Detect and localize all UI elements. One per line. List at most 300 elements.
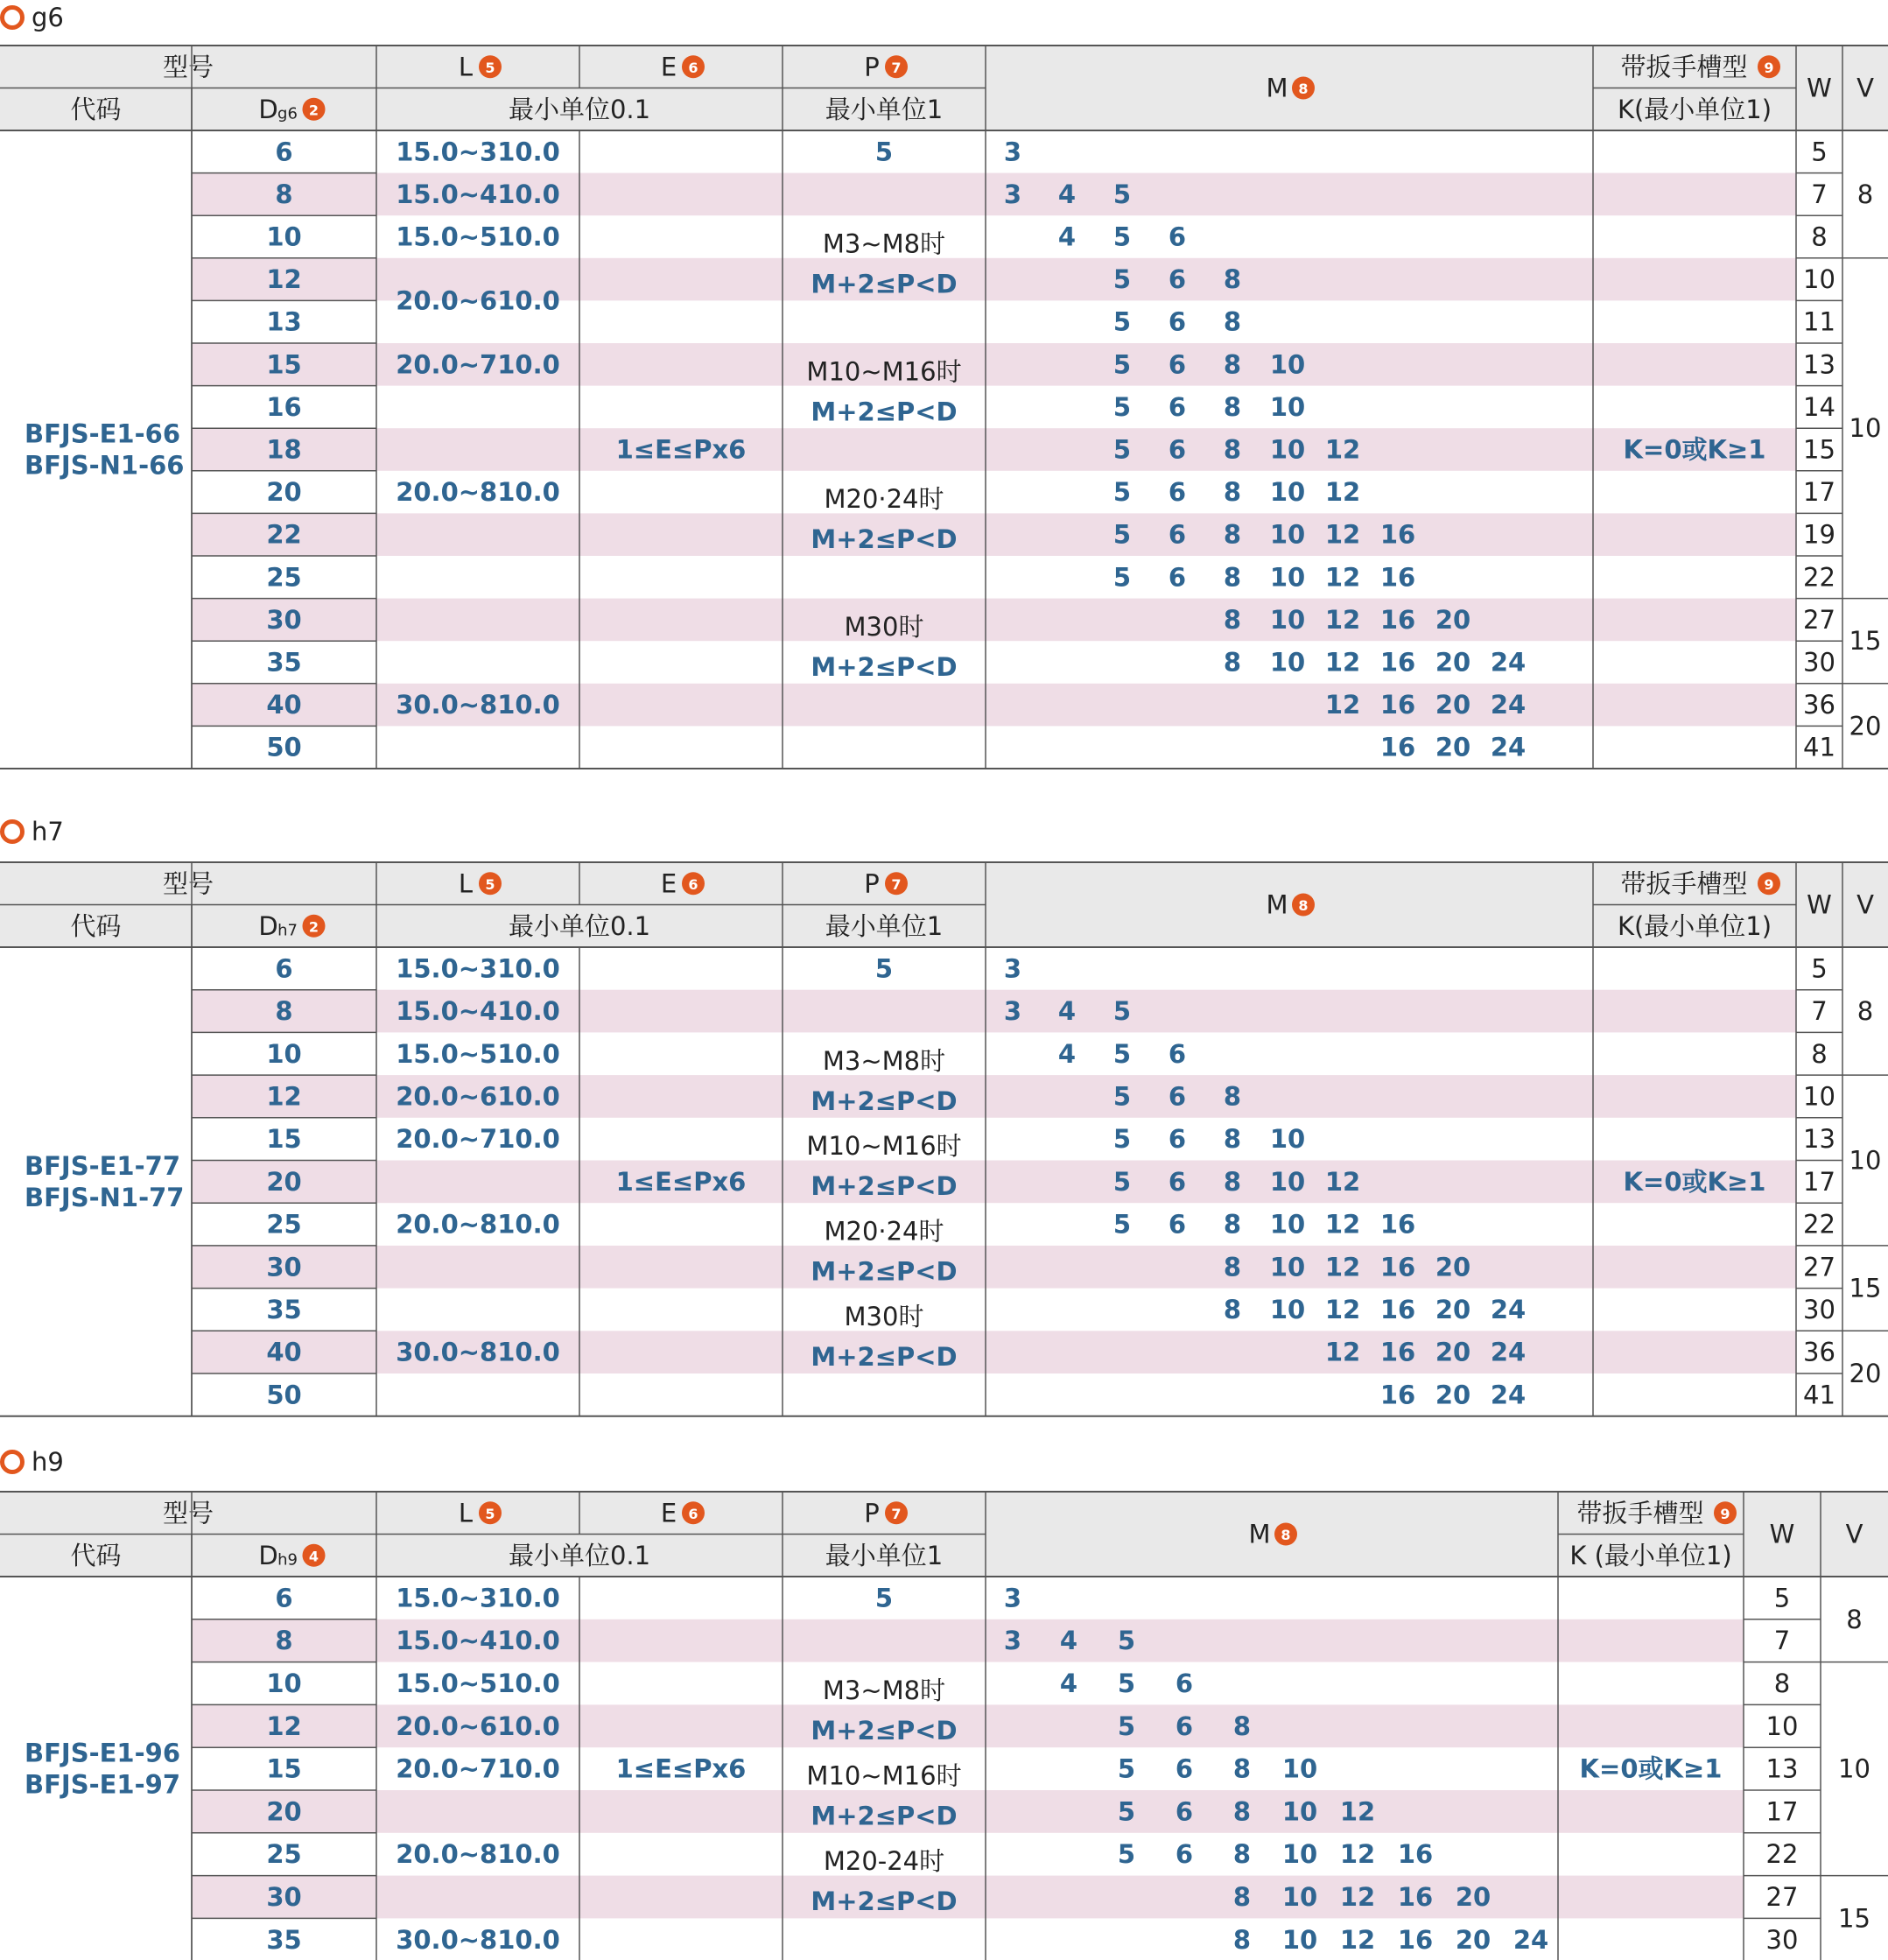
e-range-value: 1≤E≤Px6 xyxy=(615,434,747,465)
p-condition: M20·24时 xyxy=(824,1216,944,1247)
thread-m-value: 20 xyxy=(1435,732,1471,762)
thread-m-value: 16 xyxy=(1379,562,1416,593)
l-range-value: 20.0~610.0 xyxy=(396,1711,560,1741)
number-badge-label: 8 xyxy=(1298,897,1309,914)
p-condition: M20·24时 xyxy=(824,484,944,515)
w-value: 22 xyxy=(1765,1839,1799,1870)
l-range-value: 15.0~410.0 xyxy=(396,1626,560,1656)
v-value: 10 xyxy=(1838,1753,1870,1784)
model-code: BFJS-E1-96 xyxy=(25,1738,181,1768)
p-formula: M+2≤P<D xyxy=(811,1716,958,1746)
number-badge-label: 9 xyxy=(1764,59,1774,76)
section-label: g6 xyxy=(32,3,64,32)
diameter-value: 35 xyxy=(266,1294,302,1324)
number-badge-label: 5 xyxy=(485,59,495,76)
thread-m-value: 10 xyxy=(1281,1882,1318,1912)
l-range-value: 20.0~810.0 xyxy=(396,1839,560,1870)
thread-m-value: 12 xyxy=(1324,434,1361,465)
p-formula: M+2≤P<D xyxy=(811,1256,958,1287)
v-value: 8 xyxy=(1846,1604,1863,1634)
l-range-value: 15.0~410.0 xyxy=(396,179,560,209)
header-w: W xyxy=(1769,1519,1795,1549)
thread-m-value: 5 xyxy=(1112,391,1132,422)
diameter-value: 12 xyxy=(266,1081,302,1112)
section-label: h7 xyxy=(32,817,64,847)
number-badge-label: 7 xyxy=(891,875,902,893)
number-badge-label: 2 xyxy=(308,102,319,119)
thread-m-value: 8 xyxy=(1232,1711,1252,1741)
p-formula: M+2≤P<D xyxy=(811,397,958,427)
diameter-value: 8 xyxy=(275,179,293,209)
w-value: 8 xyxy=(1811,221,1828,252)
thread-m-value: 4 xyxy=(1057,996,1077,1027)
thread-m-value: 24 xyxy=(1490,732,1527,762)
l-range-value: 20.0~710.0 xyxy=(396,1753,560,1784)
thread-m-value: 12 xyxy=(1324,1252,1361,1282)
thread-m-value: 3 xyxy=(1003,953,1022,984)
v-value: 15 xyxy=(1849,626,1882,657)
diameter-value: 6 xyxy=(275,137,293,167)
thread-m-value: 10 xyxy=(1269,647,1306,678)
thread-m-value: 6 xyxy=(1168,477,1187,508)
thread-m-value: 8 xyxy=(1232,1796,1252,1827)
header-e: E xyxy=(660,868,677,899)
thread-m-value: 6 xyxy=(1168,562,1187,593)
row-stripe xyxy=(192,1161,1796,1204)
w-value: 41 xyxy=(1803,1380,1835,1410)
thread-m-value: 10 xyxy=(1269,1294,1306,1324)
w-value: 13 xyxy=(1803,1124,1835,1155)
k-value: K=0或K≥1 xyxy=(1579,1753,1723,1784)
row-stripe xyxy=(192,599,1796,642)
header-m: M xyxy=(1248,1519,1271,1549)
p-formula: M+2≤P<D xyxy=(811,1171,958,1202)
thread-m-value: 20 xyxy=(1435,1252,1471,1282)
thread-m-value: 5 xyxy=(1117,1796,1136,1827)
p-condition: M3~M8时 xyxy=(822,1675,946,1705)
thread-m-value: 5 xyxy=(1112,349,1132,380)
thread-m-value: 24 xyxy=(1490,690,1527,720)
thread-m-value: 5 xyxy=(1112,1124,1132,1155)
w-value: 13 xyxy=(1803,349,1835,380)
header-m: M xyxy=(1266,73,1288,103)
l-range-value: 15.0~510.0 xyxy=(396,1668,560,1698)
header-k: 带扳手槽型 xyxy=(1620,868,1748,899)
thread-m-value: 8 xyxy=(1223,306,1242,337)
thread-m-value: 10 xyxy=(1269,1166,1306,1197)
w-value: 7 xyxy=(1811,996,1828,1027)
w-value: 7 xyxy=(1773,1626,1791,1656)
v-value: 15 xyxy=(1849,1273,1882,1303)
diameter-value: 13 xyxy=(266,306,302,337)
thread-m-value: 8 xyxy=(1223,647,1242,678)
l-range-value: 20.0~610.0 xyxy=(396,285,560,316)
thread-m-value: 24 xyxy=(1490,647,1527,678)
thread-m-value: 6 xyxy=(1175,1839,1194,1870)
thread-m-value: 8 xyxy=(1223,1124,1242,1155)
diameter-value: 10 xyxy=(266,221,302,252)
thread-m-value: 12 xyxy=(1339,1796,1376,1827)
thread-m-value: 8 xyxy=(1232,1839,1252,1870)
v-value: 10 xyxy=(1849,413,1882,444)
thread-m-value: 5 xyxy=(1112,1038,1132,1069)
w-value: 27 xyxy=(1803,1252,1835,1282)
thread-m-value: 8 xyxy=(1223,1294,1242,1324)
p-condition: M10~M16时 xyxy=(806,1131,962,1162)
w-value: 10 xyxy=(1803,264,1835,295)
diameter-value: 35 xyxy=(266,1924,302,1955)
thread-m-value: 8 xyxy=(1223,349,1242,380)
header-d-tolerance: h9 xyxy=(277,1550,298,1570)
w-value: 14 xyxy=(1803,391,1835,422)
row-stripe xyxy=(192,1876,1744,1919)
k-value: K=0或K≥1 xyxy=(1623,434,1766,465)
e-range-value: 1≤E≤Px6 xyxy=(615,1753,747,1784)
thread-m-value: 5 xyxy=(1112,1166,1132,1197)
thread-m-value: 5 xyxy=(1117,1711,1136,1741)
model-code: BFJS-E1-66 xyxy=(25,418,181,449)
header-k-unit: K(最小单位1) xyxy=(1617,94,1772,124)
thread-m-value: 5 xyxy=(1112,1209,1132,1240)
p-value: 5 xyxy=(874,137,894,167)
header-le-unit: 最小单位0.1 xyxy=(508,94,651,124)
number-badge-label: 4 xyxy=(308,1548,319,1565)
l-range-value: 15.0~310.0 xyxy=(396,1583,560,1613)
diameter-value: 25 xyxy=(266,562,302,593)
p-formula: M+2≤P<D xyxy=(811,1886,958,1917)
thread-m-value: 8 xyxy=(1232,1882,1252,1912)
header-p-unit: 最小单位1 xyxy=(825,910,944,941)
diameter-value: 6 xyxy=(275,953,293,984)
header-model: 型号 xyxy=(162,868,214,899)
diameter-value: 15 xyxy=(266,1124,302,1155)
thread-m-value: 6 xyxy=(1168,1124,1187,1155)
thread-m-value: 8 xyxy=(1223,1252,1242,1282)
header-v: V xyxy=(1856,889,1874,920)
thread-m-value: 8 xyxy=(1223,391,1242,422)
thread-m-value: 24 xyxy=(1490,1294,1527,1324)
thread-m-value: 5 xyxy=(1112,562,1132,593)
l-range-value: 15.0~310.0 xyxy=(396,137,560,167)
p-value: 5 xyxy=(874,953,894,984)
diameter-value: 18 xyxy=(266,434,302,465)
k-value: K=0或K≥1 xyxy=(1623,1166,1766,1197)
row-stripe xyxy=(192,428,1796,471)
header-code: 代码 xyxy=(70,1540,122,1570)
diameter-value: 50 xyxy=(266,732,302,762)
header-p: P xyxy=(864,52,880,82)
thread-m-value: 4 xyxy=(1057,221,1077,252)
diameter-value: 10 xyxy=(266,1668,302,1698)
thread-m-value: 12 xyxy=(1339,1839,1376,1870)
thread-m-value: 16 xyxy=(1379,647,1416,678)
header-le-unit: 最小单位0.1 xyxy=(508,1540,651,1570)
header-d: D xyxy=(258,1540,278,1570)
number-badge-label: 2 xyxy=(308,918,319,936)
thread-m-value: 16 xyxy=(1397,1882,1434,1912)
p-formula: M+2≤P<D xyxy=(811,524,958,555)
l-range-value: 20.0~710.0 xyxy=(396,349,560,380)
thread-m-value: 20 xyxy=(1435,647,1471,678)
l-range-value: 15.0~510.0 xyxy=(396,1038,560,1069)
diameter-value: 20 xyxy=(266,1796,302,1827)
p-condition: M10~M16时 xyxy=(806,1760,962,1791)
w-value: 19 xyxy=(1803,519,1835,550)
thread-m-value: 6 xyxy=(1168,1038,1187,1069)
number-badge-label: 5 xyxy=(485,1505,495,1522)
header-w: W xyxy=(1807,889,1832,920)
thread-m-value: 20 xyxy=(1435,1294,1471,1324)
number-badge-label: 8 xyxy=(1281,1527,1291,1543)
p-condition: M3~M8时 xyxy=(822,1045,946,1076)
thread-m-value: 5 xyxy=(1112,221,1132,252)
thread-m-value: 8 xyxy=(1223,1166,1242,1197)
number-badge-label: 6 xyxy=(688,875,698,893)
thread-m-value: 8 xyxy=(1223,264,1242,295)
thread-m-value: 24 xyxy=(1513,1924,1549,1955)
thread-m-value: 12 xyxy=(1324,519,1361,550)
w-value: 17 xyxy=(1803,1166,1835,1197)
thread-m-value: 8 xyxy=(1223,477,1242,508)
thread-m-value: 16 xyxy=(1379,1209,1416,1240)
thread-m-value: 10 xyxy=(1269,477,1306,508)
header-k-unit: K (最小单位1) xyxy=(1569,1540,1732,1570)
thread-m-value: 10 xyxy=(1269,519,1306,550)
diameter-value: 8 xyxy=(275,996,293,1027)
diameter-value: 40 xyxy=(266,1337,302,1367)
w-value: 36 xyxy=(1803,690,1835,720)
l-range-value: 15.0~510.0 xyxy=(396,221,560,252)
thread-m-value: 16 xyxy=(1379,604,1416,635)
thread-m-value: 6 xyxy=(1175,1711,1194,1741)
diameter-value: 20 xyxy=(266,1166,302,1197)
thread-m-value: 5 xyxy=(1112,264,1132,295)
thread-m-value: 10 xyxy=(1281,1924,1318,1955)
header-l: L xyxy=(458,1498,474,1528)
l-range-value: 20.0~810.0 xyxy=(396,1209,560,1240)
v-value: 10 xyxy=(1849,1145,1882,1176)
header-model: 型号 xyxy=(162,52,214,82)
number-badge-label: 7 xyxy=(891,59,902,76)
thread-m-value: 8 xyxy=(1223,604,1242,635)
l-range-value: 30.0~810.0 xyxy=(396,1924,560,1955)
section-label: h9 xyxy=(32,1447,64,1477)
header-l: L xyxy=(458,868,474,899)
number-badge-label: 7 xyxy=(891,1505,902,1522)
thread-m-value: 20 xyxy=(1455,1882,1491,1912)
l-range-value: 20.0~710.0 xyxy=(396,1124,560,1155)
thread-m-value: 3 xyxy=(1003,1626,1022,1656)
header-p-unit: 最小单位1 xyxy=(825,94,944,124)
diameter-value: 25 xyxy=(266,1209,302,1240)
thread-m-value: 6 xyxy=(1175,1753,1194,1784)
w-value: 5 xyxy=(1811,137,1828,167)
e-range-value: 1≤E≤Px6 xyxy=(615,1166,747,1197)
thread-m-value: 5 xyxy=(1112,434,1132,465)
w-value: 30 xyxy=(1765,1924,1799,1955)
header-d-tolerance: h7 xyxy=(277,921,298,940)
number-badge-label: 9 xyxy=(1720,1505,1730,1522)
v-value: 8 xyxy=(1856,996,1874,1027)
diameter-value: 30 xyxy=(266,604,302,635)
thread-m-value: 10 xyxy=(1269,1124,1306,1155)
l-range-value: 15.0~310.0 xyxy=(396,953,560,984)
header-d: D xyxy=(258,910,278,941)
header-model: 型号 xyxy=(162,1498,214,1528)
thread-m-value: 12 xyxy=(1324,647,1361,678)
thread-m-value: 12 xyxy=(1324,690,1361,720)
header-d-tolerance: g6 xyxy=(277,104,298,123)
diameter-value: 8 xyxy=(275,1626,293,1656)
thread-m-value: 5 xyxy=(1117,1626,1136,1656)
thread-m-value: 10 xyxy=(1281,1796,1318,1827)
thread-m-value: 3 xyxy=(1003,1583,1022,1613)
thread-m-value: 6 xyxy=(1175,1796,1194,1827)
thread-m-value: 5 xyxy=(1112,996,1132,1027)
thread-m-value: 8 xyxy=(1223,434,1242,465)
header-k: 带扳手槽型 xyxy=(1620,52,1748,82)
thread-m-value: 12 xyxy=(1324,1337,1361,1367)
thread-m-value: 10 xyxy=(1281,1839,1318,1870)
thread-m-value: 12 xyxy=(1324,604,1361,635)
thread-m-value: 8 xyxy=(1223,1209,1242,1240)
p-formula: M+2≤P<D xyxy=(811,1085,958,1116)
thread-m-value: 10 xyxy=(1269,562,1306,593)
thread-m-value: 6 xyxy=(1168,264,1187,295)
thread-m-value: 5 xyxy=(1112,179,1132,209)
model-code: BFJS-N1-66 xyxy=(25,450,185,481)
w-value: 36 xyxy=(1803,1337,1835,1367)
thread-m-value: 16 xyxy=(1397,1924,1434,1955)
number-badge-label: 5 xyxy=(485,875,495,893)
w-value: 22 xyxy=(1803,1209,1835,1240)
thread-m-value: 20 xyxy=(1435,604,1471,635)
p-condition: M10~M16时 xyxy=(806,356,962,387)
thread-m-value: 16 xyxy=(1379,1337,1416,1367)
thread-m-value: 16 xyxy=(1379,732,1416,762)
header-l: L xyxy=(458,52,474,82)
thread-m-value: 16 xyxy=(1379,519,1416,550)
header-k-unit: K(最小单位1) xyxy=(1617,910,1772,941)
header-code: 代码 xyxy=(70,910,122,941)
thread-m-value: 6 xyxy=(1168,221,1187,252)
diameter-value: 20 xyxy=(266,477,302,508)
p-formula: M+2≤P<D xyxy=(811,269,958,299)
p-formula: M+2≤P<D xyxy=(811,1801,958,1831)
header-v: V xyxy=(1845,1519,1863,1549)
w-value: 10 xyxy=(1803,1081,1835,1112)
l-range-value: 30.0~810.0 xyxy=(396,690,560,720)
number-badge-label: 6 xyxy=(688,59,698,76)
v-value: 8 xyxy=(1856,179,1874,209)
w-value: 8 xyxy=(1811,1038,1828,1069)
w-value: 41 xyxy=(1803,732,1835,762)
p-condition: M3~M8时 xyxy=(822,228,946,259)
thread-m-value: 8 xyxy=(1223,519,1242,550)
model-code: BFJS-E1-97 xyxy=(25,1769,181,1800)
header-le-unit: 最小单位0.1 xyxy=(508,910,651,941)
thread-m-value: 3 xyxy=(1003,179,1022,209)
diameter-value: 35 xyxy=(266,647,302,678)
model-code: BFJS-E1-77 xyxy=(25,1150,181,1181)
thread-m-value: 10 xyxy=(1281,1753,1318,1784)
diameter-value: 30 xyxy=(266,1252,302,1282)
diameter-value: 6 xyxy=(275,1583,293,1613)
number-badge-label: 6 xyxy=(688,1505,698,1522)
p-condition: M20-24时 xyxy=(823,1846,945,1877)
diameter-value: 15 xyxy=(266,1753,302,1784)
header-p: P xyxy=(864,868,880,899)
thread-m-value: 6 xyxy=(1168,434,1187,465)
row-stripe xyxy=(192,513,1796,556)
thread-m-value: 20 xyxy=(1435,1380,1471,1410)
row-stripe xyxy=(192,1246,1796,1289)
w-value: 17 xyxy=(1765,1796,1799,1827)
thread-m-value: 12 xyxy=(1339,1882,1376,1912)
thread-m-value: 6 xyxy=(1175,1668,1194,1698)
thread-m-value: 4 xyxy=(1057,179,1077,209)
thread-m-value: 16 xyxy=(1379,690,1416,720)
thread-m-value: 8 xyxy=(1232,1753,1252,1784)
w-value: 5 xyxy=(1811,953,1828,984)
header-d: D xyxy=(258,94,278,124)
thread-m-value: 12 xyxy=(1324,477,1361,508)
thread-m-value: 12 xyxy=(1324,1209,1361,1240)
thread-m-value: 8 xyxy=(1223,1081,1242,1112)
diameter-value: 10 xyxy=(266,1038,302,1069)
w-value: 10 xyxy=(1765,1711,1799,1741)
w-value: 17 xyxy=(1803,477,1835,508)
diameter-value: 40 xyxy=(266,690,302,720)
thread-m-value: 5 xyxy=(1117,1668,1136,1698)
thread-m-value: 16 xyxy=(1379,1380,1416,1410)
thread-m-value: 10 xyxy=(1269,434,1306,465)
thread-m-value: 3 xyxy=(1003,996,1022,1027)
thread-m-value: 16 xyxy=(1379,1252,1416,1282)
number-badge-label: 8 xyxy=(1298,81,1309,97)
thread-m-value: 20 xyxy=(1435,1337,1471,1367)
diameter-value: 50 xyxy=(266,1380,302,1410)
w-value: 11 xyxy=(1803,306,1835,337)
header-code: 代码 xyxy=(70,94,122,124)
diameter-value: 22 xyxy=(266,519,302,550)
thread-m-value: 5 xyxy=(1112,306,1132,337)
thread-m-value: 24 xyxy=(1490,1380,1527,1410)
diameter-value: 25 xyxy=(266,1839,302,1870)
header-v: V xyxy=(1856,73,1874,103)
thread-m-value: 6 xyxy=(1168,1209,1187,1240)
header-k: 带扳手槽型 xyxy=(1576,1498,1704,1528)
thread-m-value: 6 xyxy=(1168,1166,1187,1197)
thread-m-value: 4 xyxy=(1059,1626,1078,1656)
header-w: W xyxy=(1807,73,1832,103)
p-value: 5 xyxy=(874,1583,894,1613)
v-value: 20 xyxy=(1849,1359,1882,1388)
thread-m-value: 5 xyxy=(1112,519,1132,550)
thread-m-value: 12 xyxy=(1324,1294,1361,1324)
diameter-value: 12 xyxy=(266,264,302,295)
thread-m-value: 20 xyxy=(1435,690,1471,720)
w-value: 15 xyxy=(1803,434,1835,465)
l-range-value: 20.0~810.0 xyxy=(396,477,560,508)
thread-m-value: 8 xyxy=(1223,562,1242,593)
thread-m-value: 6 xyxy=(1168,1081,1187,1112)
w-value: 30 xyxy=(1803,1294,1835,1324)
model-code: BFJS-N1-77 xyxy=(25,1182,185,1212)
p-condition: M30时 xyxy=(844,611,924,642)
thread-m-value: 16 xyxy=(1379,1294,1416,1324)
l-range-value: 20.0~610.0 xyxy=(396,1081,560,1112)
